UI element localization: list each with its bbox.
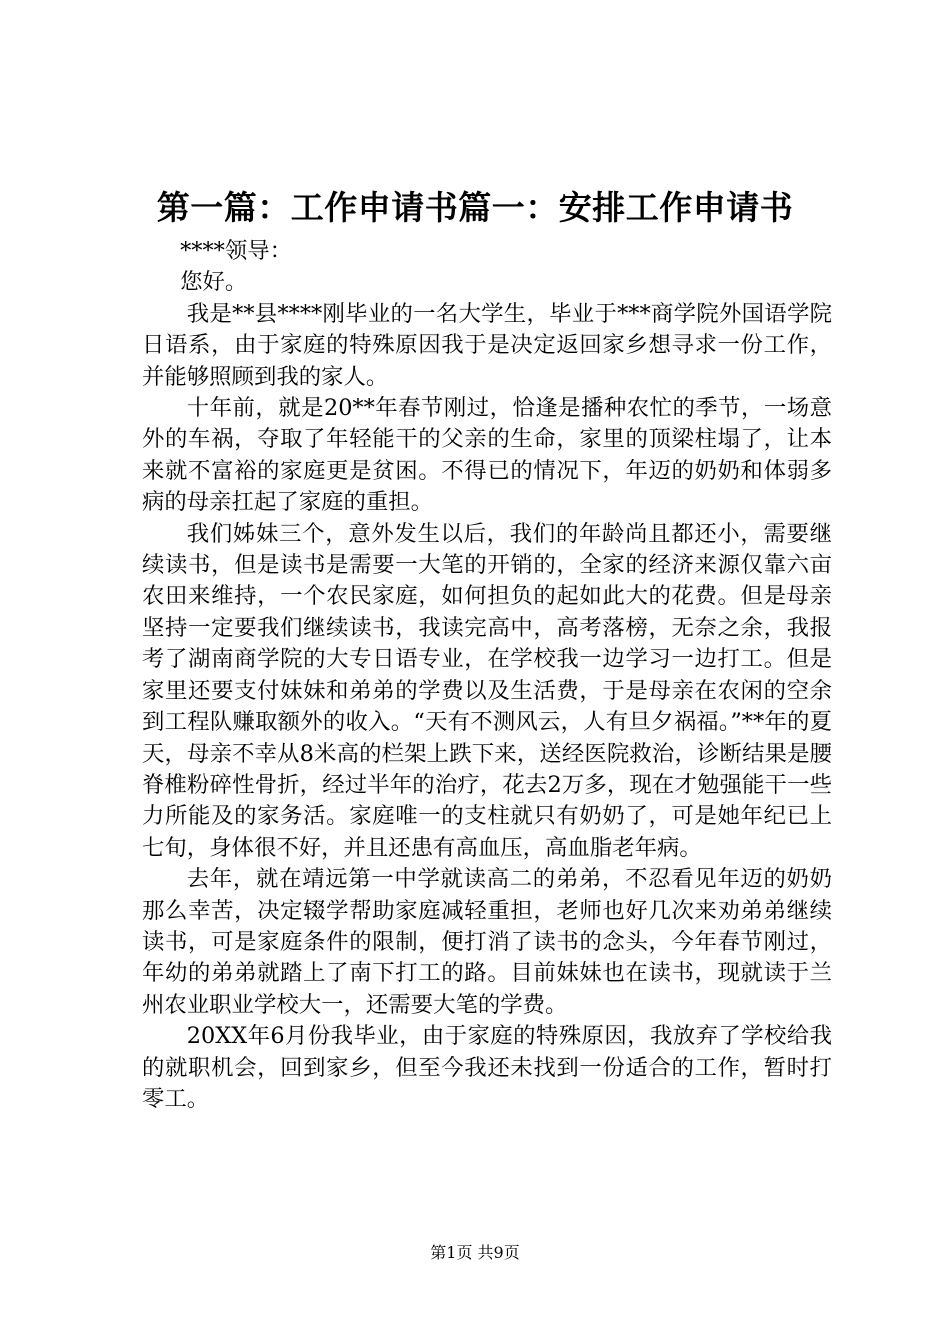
document-title: 第一篇：工作申请书篇一：安排工作申请书 <box>156 188 794 227</box>
paragraph-3: 我们姊妹三个，意外发生以后，我们的年龄尚且都还小，需要继续读书，但是读书是需要一大笔的开销的，全家的经济来源仅靠六亩农田来维持，一个农民家庭，如何担负的起如此大的花费。但是母亲坚持一定要我们继续读书，我读完高中，高考落榜，无奈之余，我报考了湖南商学院的大专日语专业，在学校我一边学习一边打工。但是家里还要支付妹妹和弟弟的学费以及生活费，于是母亲在农闲的空余到工程队赚取额外的收入。“天有不测风云，人有旦夕祸福。”**年的夏天，母亲不幸从8米高的栏架上跌下来，送经医院救治，诊断结果是腰脊椎粉碎性骨折，经过半年的治疗，花去2万多，现在才勉强能干一些力所能及的家务活。家庭唯一的支柱就只有奶奶了，可是她年纪已上七旬，身体很不好，并且还患有高血压，高血脂老年病。 <box>142 520 832 861</box>
paragraph-1: 我是**县****刚毕业的一名大学生，毕业于***商学院外国语学院日语系，由于家庭的特殊原因我于是决定返回家乡想寻求一份工作，并能够照顾到我的家人。 <box>142 300 832 390</box>
salutation: ****领导： <box>180 238 293 264</box>
paragraph-2: 十年前，就是20**年春节刚过，恰逢是播种农忙的季节，一场意外的车祸，夺取了年轻能干的父亲的生命，家里的顶梁柱塌了，让本来就不富裕的家庭更是贫困。不得已的情况下，年迈的奶奶和体弱多病的母亲扛起了家庭的重担。 <box>142 395 832 516</box>
paragraph-5: 20XX年6月份我毕业，由于家庭的特殊原因，我放弃了学校给我的就职机会，回到家乡，但至今我还未找到一份适合的工作，暂时打零工。 <box>142 1023 832 1112</box>
greeting: 您好。 <box>180 269 248 296</box>
paragraph-4: 去年，就在靖远第一中学就读高二的弟弟，不忍看见年迈的奶奶那么幸苦，决定辍学帮助家庭减轻重担，老师也好几次来劝弟弟继续读书，可是家庭条件的限制，便打消了读书的念头，今年春节刚过，年幼的弟弟就踏上了南下打工的路。目前妹妹也在读书，现就读于兰州农业职业学校大一，还需要大笔的学费。 <box>142 866 832 1018</box>
document-body <box>142 236 832 1115</box>
page-footer: 第1页 共9页 <box>430 1243 520 1262</box>
